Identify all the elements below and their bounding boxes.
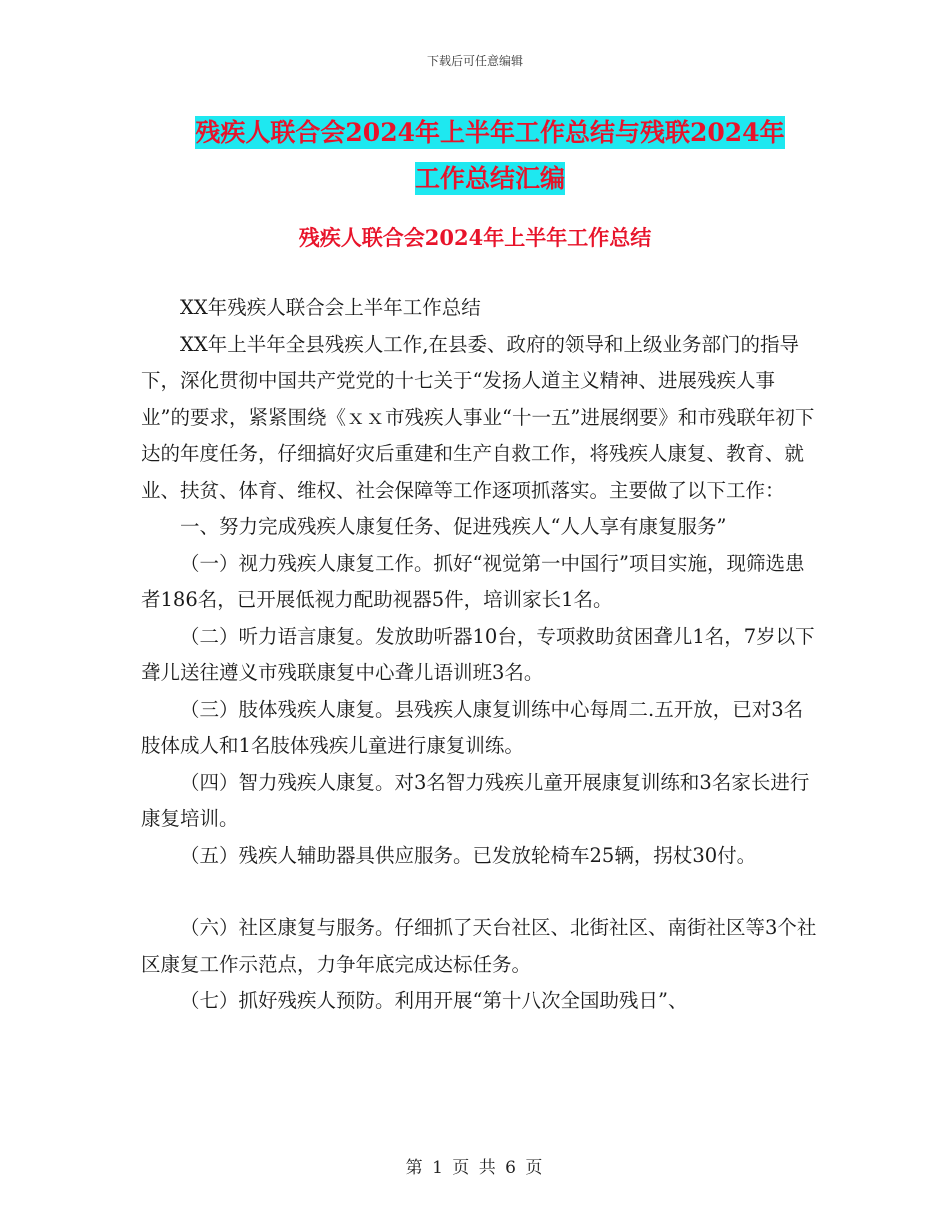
document-title-line-1: 残疾人联合会2024年上半年工作总结与残联2024年 [195,118,785,147]
page-footer: 第 1 页 共 6 页 [405,1158,545,1178]
section-title: 残疾人联合会2024年上半年工作总结 [298,225,652,250]
paragraph: （一）视力残疾人康复工作。抓好“视觉第一中国行”项目实施，现筛选患者186名，已开展低视力配助视器5件，培训家长1名。 [141,551,805,611]
document-title-line-2: 工作总结汇编 [414,164,565,193]
paragraph: （三）肢体残疾人康复。县残疾人康复训练中心每周二.五开放，已对3名肢体成人和1名肢体残疾儿童进行康复训练。 [141,697,804,757]
paragraph: XX年上半年全县残疾人工作,在县委、政府的领导和上级业务部门的指导下，深化贯彻中国共产党党的十七关于“发扬人道主义精神、进展残疾人事业”的要求，紧紧围绕《ｘｘ市残疾人事业“十一五”进展纲要》和市残联年初下达的年度任务，仔细搞好灾后重建和生产自救工作，将残疾人康复、教育、就业、扶贫、体育、维权、社会保障等工作逐项抓落实。主要做了以下工作： [141,332,815,502]
paragraph: （五）残疾人辅助器具供应服务。已发放轮椅车25辆，拐杖30付。 [180,843,757,867]
paragraph: XX年残疾人联合会上半年工作总结 [180,296,481,319]
header-note: 下载后可任意编辑 [426,54,523,68]
document-title [140,110,840,202]
document-body [141,290,821,1020]
paragraph: 一、努力完成残疾人康复任务、促进残疾人“人人享有康复服务” [180,515,727,538]
paragraph: （二）听力语言康复。发放助听器10台，专项救助贫困聋儿1名，7岁以下聋儿送往遵义市残联康复中心聋儿语训班3名。 [141,624,815,684]
paragraph: （四）智力残疾人康复。对3名智力残疾儿童开展康复训练和3名家长进行康复培训。 [141,770,810,830]
paragraph: （七）抓好残疾人预防。利用开展“第十八次全国助残日”、 [180,989,688,1012]
paragraph: （六）社区康复与服务。仔细抓了天台社区、北街社区、南街社区等3个社区康复工作示范点，力争年底完成达标任务。 [141,916,817,976]
